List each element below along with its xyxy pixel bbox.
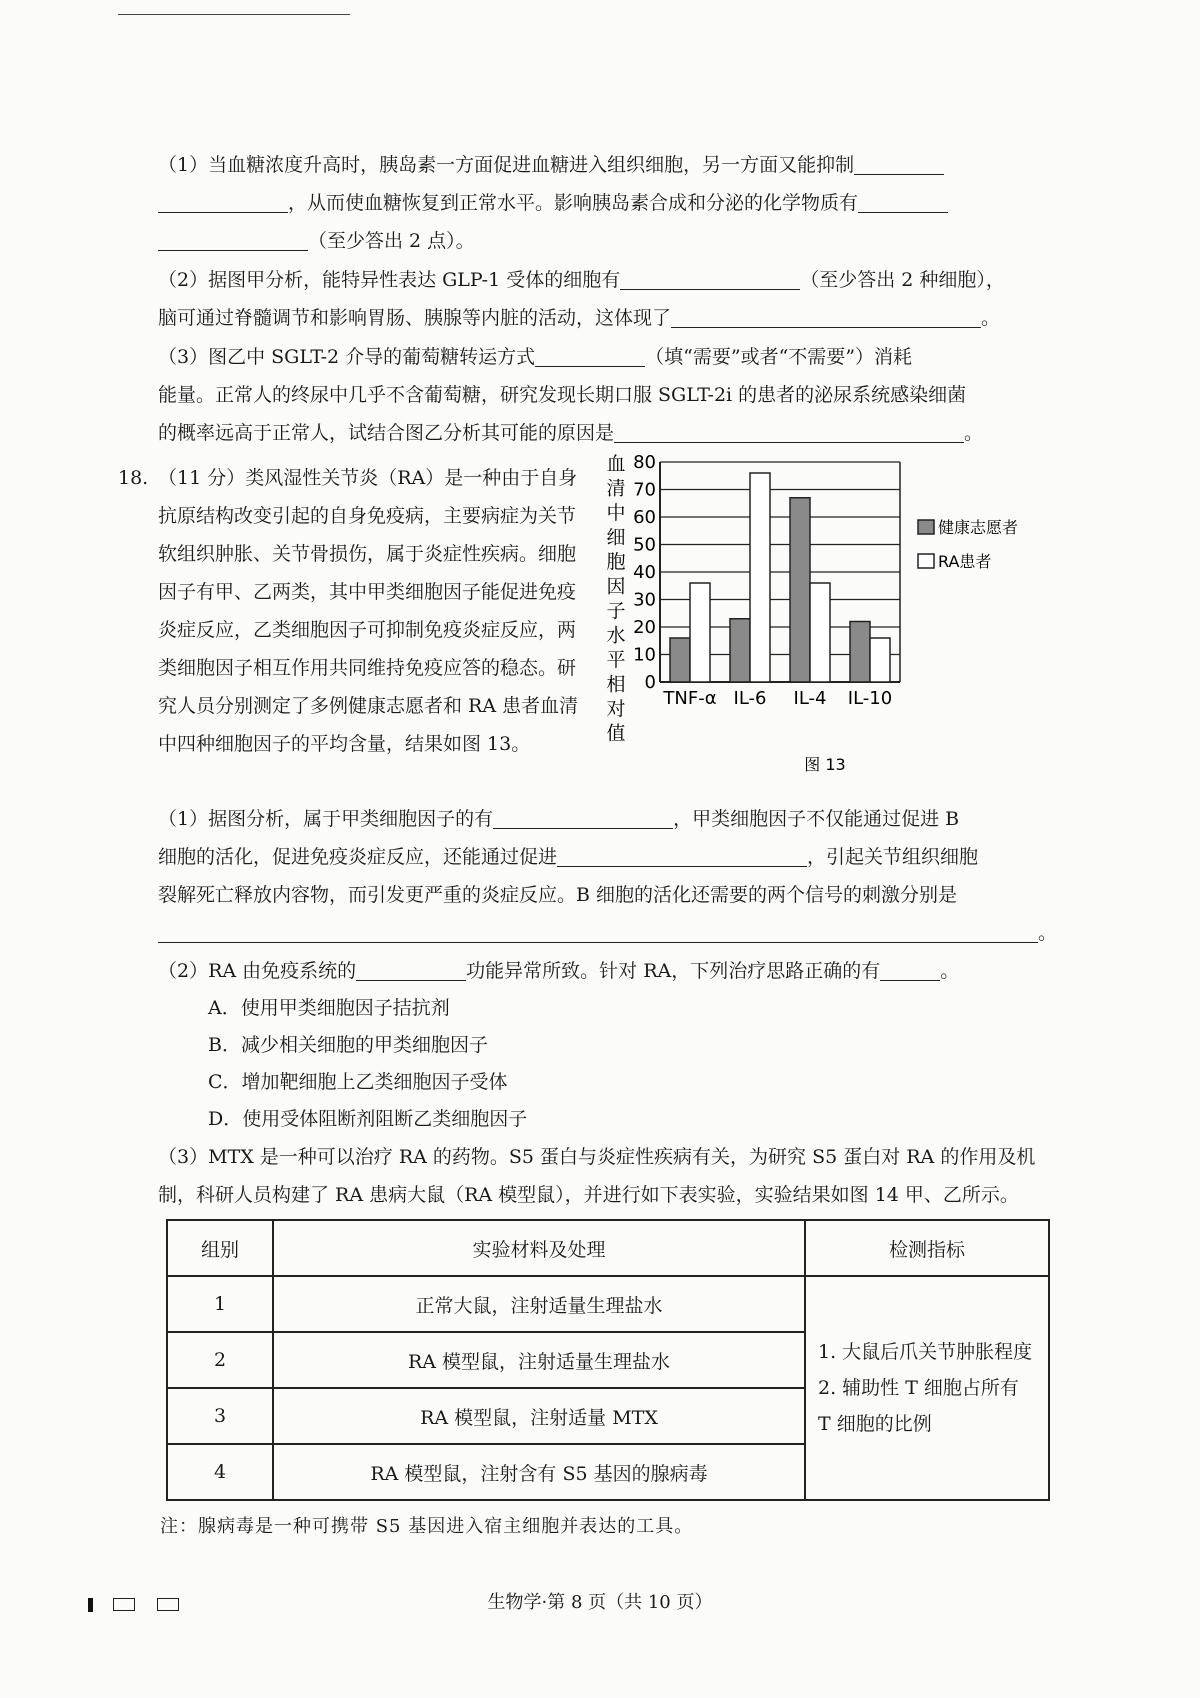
q17-part3 xyxy=(158,338,1048,452)
q17-part1 xyxy=(158,146,1048,260)
answer-blank[interactable] xyxy=(854,150,944,175)
q18-options xyxy=(208,990,527,1138)
y-axis-label xyxy=(606,453,625,745)
header-group: 组别 xyxy=(167,1220,273,1276)
y-label-char: 值 xyxy=(606,722,626,745)
q17-p1-line2: ，从而使血糖恢复到正常水平。影响胰岛素合成和分泌的化学物质有 xyxy=(288,192,859,214)
x-tick-label: IL-6 xyxy=(733,688,767,709)
experiment-table xyxy=(166,1219,1050,1501)
table-header-row xyxy=(167,1220,1049,1276)
legend-swatch xyxy=(918,520,934,534)
q18-s1-line1b: ，甲类细胞因子不仅能通过促进 B xyxy=(673,808,960,830)
q17-p3-line2: 能量。正常人的终尿中几乎不含葡萄糖，研究发现长期口服 SGLT-2i 的患者的泌尿系统感染细菌 xyxy=(158,384,967,406)
indicator-cell xyxy=(805,1276,1049,1500)
q18-s2-line1a: （2）RA 由免疫系统的 xyxy=(158,960,357,982)
q18-part2 xyxy=(158,952,1058,990)
treatment-cell: 正常大鼠，注射适量生理盐水 xyxy=(273,1276,805,1332)
q17-p2-end: 。 xyxy=(981,307,1001,329)
option-a[interactable]: A．使用甲类细胞因子拮抗剂 xyxy=(208,997,450,1019)
header-indicator: 检测指标 xyxy=(805,1220,1049,1276)
x-tick-labels xyxy=(662,688,892,709)
page-footer: 生物学·第 8 页（共 10 页） xyxy=(487,1592,713,1613)
y-label-char: 胞 xyxy=(606,551,626,573)
answer-blank[interactable] xyxy=(493,804,673,829)
y-label-char: 中 xyxy=(606,502,626,524)
q18-s1-line3: 裂解死亡释放内容物，而引发更严重的炎症反应。B 细胞的活化还需要的两个信号的刺激分别是 xyxy=(158,884,958,906)
figure-13-chart xyxy=(600,452,1070,782)
q18-s3-line1: （3）MTX 是一种可以治疗 RA 的药物。S5 蛋白与炎症性疾病有关，为研究 S5 蛋白对 RA 的作用及机 xyxy=(158,1146,1036,1168)
q17-p1-line1: （1）当血糖浓度升高时，胰岛素一方面促进血糖进入组织细胞，另一方面又能抑制 xyxy=(158,154,855,176)
q18-part3 xyxy=(158,1138,1058,1214)
y-label-char: 清 xyxy=(606,477,626,500)
y-label-char: 水 xyxy=(606,624,626,647)
legend-label: RA患者 xyxy=(938,552,992,571)
option-c[interactable]: C．增加靶细胞上乙类细胞因子受体 xyxy=(208,1071,508,1093)
bar-healthy-0 xyxy=(670,638,690,682)
legend xyxy=(918,518,1018,571)
x-tick-label: IL-10 xyxy=(847,688,893,709)
bar-healthy-3 xyxy=(850,622,870,683)
group-cell: 2 xyxy=(167,1332,273,1388)
q18-part1 xyxy=(158,800,1058,952)
q17-p3-end: 。 xyxy=(964,422,984,444)
y-label-char: 因 xyxy=(606,575,626,598)
answer-blank[interactable] xyxy=(620,265,800,290)
table-row xyxy=(167,1276,1049,1332)
y-tick-label: 60 xyxy=(633,507,656,528)
bar-ra-1 xyxy=(750,473,770,682)
top-rule xyxy=(118,14,350,15)
treatment-cell: RA 模型鼠，注射适量生理盐水 xyxy=(273,1332,805,1388)
answer-blank[interactable] xyxy=(158,918,1038,943)
y-tick-label: 10 xyxy=(633,644,656,666)
indicator-1: 1. 大鼠后爪关节肿胀程度 xyxy=(818,1341,1033,1363)
table-note: 注：腺病毒是一种可携带 S5 基因进入宿主细胞并表达的工具。 xyxy=(160,1516,694,1537)
answer-blank[interactable] xyxy=(557,842,807,867)
group-cell: 3 xyxy=(167,1388,273,1444)
bar-ra-2 xyxy=(810,583,830,682)
y-label-char: 对 xyxy=(606,698,626,720)
q18-s3-line2: 制，科研人员构建了 RA 患病大鼠（RA 模型鼠），并进行如下表实验，实验结果如图 14 甲、乙所示。 xyxy=(158,1184,1019,1206)
bar-healthy-1 xyxy=(730,619,750,682)
q17-p3-line1a: （3）图乙中 SGLT-2 介导的葡萄糖转运方式 xyxy=(158,346,536,368)
answer-blank[interactable] xyxy=(356,956,466,981)
y-tick-label: 70 xyxy=(633,479,656,501)
q17-p3-line3: 的概率远高于正常人，试结合图乙分析其可能的原因是 xyxy=(158,422,615,444)
x-tick-label: TNF-α xyxy=(663,688,717,709)
q18-s1-line2b: ，引起关节组织细胞 xyxy=(807,846,979,868)
bar-ra-3 xyxy=(870,638,890,682)
answer-blank[interactable] xyxy=(880,956,940,981)
group-cell: 1 xyxy=(167,1276,273,1332)
answer-blank[interactable] xyxy=(535,342,645,367)
group-cell: 4 xyxy=(167,1444,273,1500)
q18-intro xyxy=(118,459,588,763)
y-label-char: 相 xyxy=(606,673,626,696)
figure-caption: 图 13 xyxy=(804,755,846,774)
option-b[interactable]: B．减少相关细胞的甲类细胞因子 xyxy=(208,1034,488,1056)
answer-blank[interactable] xyxy=(614,418,964,443)
bar-ra-0 xyxy=(690,583,710,682)
y-label-char: 血 xyxy=(606,453,626,475)
treatment-cell: RA 模型鼠，注射含有 S5 基因的腺病毒 xyxy=(273,1444,805,1500)
y-tick-label: 30 xyxy=(633,589,656,611)
q18-s1-line2a: 细胞的活化，促进免疫炎症反应，还能通过促进 xyxy=(158,846,558,868)
q18-s2-line1b: 功能异常所致。针对 RA，下列治疗思路正确的有 xyxy=(466,960,881,982)
y-tick-label: 40 xyxy=(633,562,656,583)
y-tick-labels xyxy=(633,452,656,693)
x-tick-label: IL-4 xyxy=(793,688,827,709)
q17-p2-line1a: （2）据图甲分析，能特异性表达 GLP-1 受体的细胞有 xyxy=(158,269,621,291)
answer-blank[interactable] xyxy=(158,188,288,213)
y-tick-label: 20 xyxy=(633,617,656,638)
legend-swatch xyxy=(918,554,934,568)
answer-blank[interactable] xyxy=(671,303,981,328)
y-label-char: 子 xyxy=(606,600,626,622)
y-tick-label: 50 xyxy=(633,534,656,556)
y-label-char: 平 xyxy=(606,649,626,671)
q17-p1-line3: （至少答出 2 点）。 xyxy=(308,230,475,252)
legend-label: 健康志愿者 xyxy=(938,518,1019,537)
y-tick-label: 80 xyxy=(633,452,656,473)
option-d[interactable]: D．使用受体阻断剂阻断乙类细胞因子 xyxy=(208,1108,528,1130)
header-treatment: 实验材料及处理 xyxy=(273,1220,805,1276)
bars xyxy=(670,473,890,682)
q18-intro-text: （11 分）类风湿性关节炎（RA）是一种由于自身抗原结构改变引起的自身免疫病，主要病症为关节软组织肿胀、关节骨损伤，属于炎症性疾病。细胞因子有甲、乙两类，其中甲类细胞因子能促进免疫炎症反应，乙类细胞因子可抑制免疫炎症反应，两类细胞因子相互作用共同维持免疫应答的稳态。研究人员分别测定了多例健康志愿者和 RA 患者血清中四种细胞因子的平均含量，结果如图 13。 xyxy=(158,467,579,755)
q17-p3-line1b: （填“需要”或者“不需要”）消耗 xyxy=(645,346,913,368)
q17-part2 xyxy=(158,261,1048,337)
indicator-2: 2. 辅助性 T 细胞占所有 T 细胞的比例 xyxy=(818,1377,1019,1435)
q17-p2-line1b: （至少答出 2 种细胞）， xyxy=(800,269,1005,291)
answer-blank[interactable] xyxy=(158,226,308,251)
q18-s2-end: 。 xyxy=(940,960,960,982)
q18-s1-end: 。 xyxy=(1038,922,1058,944)
q17-p2-line2: 脑可通过脊髓调节和影响胃肠、胰腺等内脏的活动，这体现了 xyxy=(158,307,672,329)
y-tick-label: 0 xyxy=(644,672,656,693)
treatment-cell: RA 模型鼠，注射适量 MTX xyxy=(273,1388,805,1444)
q18-s1-line1a: （1）据图分析，属于甲类细胞因子的有 xyxy=(158,808,494,830)
bar-healthy-2 xyxy=(790,498,810,682)
question-number: 18. xyxy=(118,467,149,489)
y-label-char: 细 xyxy=(606,526,626,549)
answer-blank[interactable] xyxy=(858,188,948,213)
